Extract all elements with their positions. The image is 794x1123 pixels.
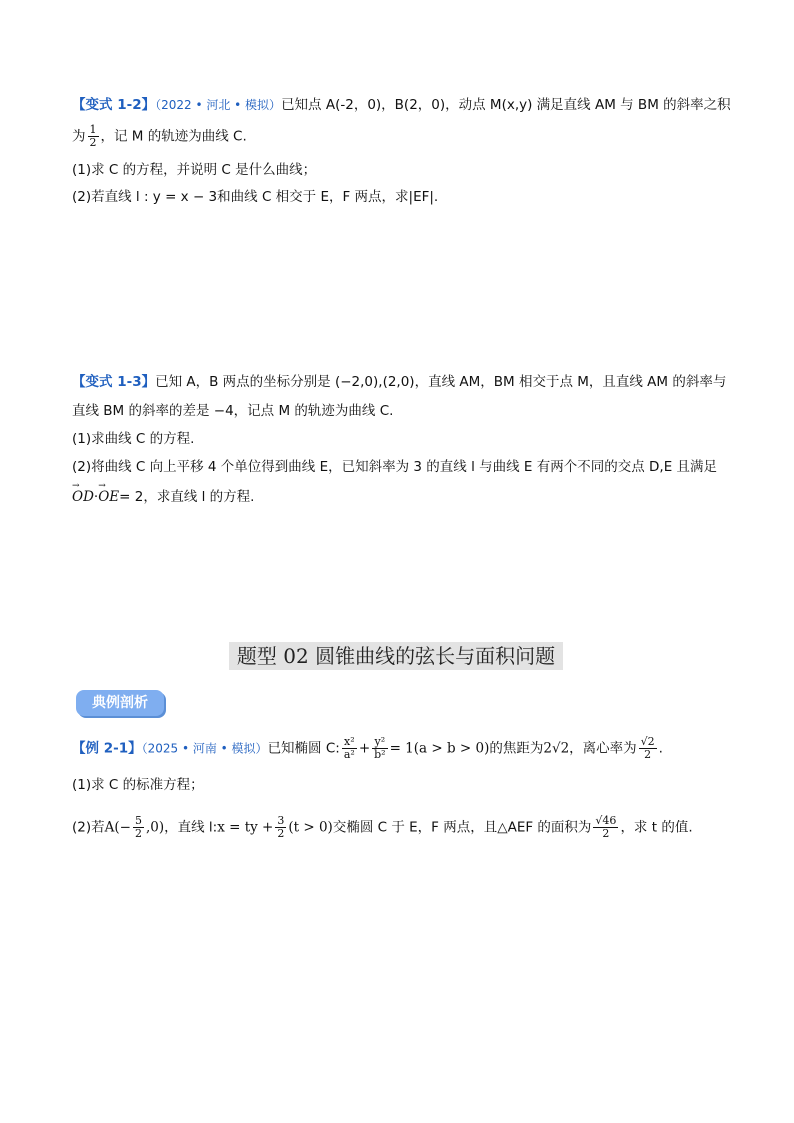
e21-q2-mid: ，直线 l: [164, 819, 218, 836]
v13-q1: (1)求曲线 C 的方程. [72, 431, 195, 447]
v12-fraction [88, 124, 99, 149]
e21-source: （2025 • 河南 • 模拟） [141, 741, 268, 756]
e21-pre: 已知椭圆 C: [267, 740, 340, 757]
fraction-a [133, 815, 144, 840]
frac-den: a² [343, 748, 355, 761]
v12-tag: 【变式 1-2】 [72, 97, 156, 113]
v12-q1: (1)求 C 的方程，并说明 C 是什么曲线； [72, 162, 317, 178]
frac-den: b² [374, 748, 386, 761]
e21-end: . [658, 740, 663, 757]
e21-q2-pre: (2)若 [72, 819, 105, 836]
e21-line1 [72, 736, 663, 761]
v12-text2-post: ，记 M 的轨迹为曲线 C. [100, 128, 247, 145]
v13-line2: 直线 BM 的斜率的差是 −4，记点 M 的轨迹为曲线 C. [72, 403, 394, 419]
fraction-ecc [639, 736, 657, 761]
v13-q2b-rest: = 2，求直线 l 的方程. [119, 489, 255, 505]
example-badge: 典例剖析 [76, 690, 164, 716]
frac-num: 1 [89, 123, 97, 136]
ellipse-eq: = 1(a > b > 0) [389, 740, 490, 757]
frac-den: 2 [644, 748, 652, 761]
v13-q2: (2)将曲线 C 向上平移 4 个单位得到曲线 E，已知斜率为 3 的直线 l 与曲线 E 有两个不同的交点 D,E 且满足 [72, 459, 718, 475]
line-eq: x = ty + [217, 819, 274, 836]
v13-tag: 【变式 1-3】 [72, 374, 156, 390]
frac-num: √46 [595, 814, 617, 827]
v12-line2 [72, 124, 247, 149]
frac-num: √2 [640, 735, 655, 748]
point-a-pre: A(− [104, 819, 131, 836]
e21-ecc-pre: ，离心率为 [569, 740, 637, 757]
fraction-y [372, 736, 387, 761]
e21-mid: 的焦距为 [489, 740, 544, 757]
fraction-x [342, 736, 357, 761]
frac-den: 2 [602, 827, 610, 840]
vector-od: → OD [72, 487, 94, 507]
e21-q2 [72, 815, 693, 840]
v12-text2-pre: 为 [72, 128, 86, 145]
frac-num: 5 [134, 814, 142, 827]
frac-den: 2 [277, 827, 285, 840]
fraction-l [275, 815, 286, 840]
fraction-area [593, 815, 618, 840]
v12-text1: 已知点 A(-2，0)，B(2，0)，动点 M(x,y) 满足直线 AM 与 BM 的斜率之积 [281, 97, 731, 113]
e21-q2-mid2: 交椭圆 C 于 E，F 两点，且△AEF 的面积为 [332, 819, 592, 836]
v12-source: （2022 • 河北 • 模拟） [155, 98, 282, 112]
frac-num: x² [342, 736, 357, 749]
plus-op: + [358, 740, 371, 757]
point-a-post: ,0) [145, 819, 165, 836]
vector-oe: → OE [98, 487, 119, 507]
focal-length: 2√2 [543, 740, 570, 757]
e21-q1: (1)求 C 的标准方程； [72, 777, 204, 793]
line-cond: (t > 0) [288, 819, 333, 836]
frac-den: 2 [89, 136, 97, 149]
v12-line1 [72, 95, 731, 115]
dot-op: · [93, 489, 99, 505]
v13-line1 [72, 372, 726, 392]
e21-q2-end: ，求 t 的值. [620, 819, 693, 836]
v12-q2: (2)若直线 l : y = x − 3和曲线 C 相交于 E，F 两点，求|EF|. [72, 189, 439, 205]
v13-q2b [72, 487, 254, 507]
frac-num: y² [372, 736, 387, 749]
e21-tag: 【例 2-1】 [72, 740, 142, 757]
frac-num: 3 [277, 814, 285, 827]
frac-den: 2 [134, 827, 142, 840]
section-heading: 题型 02 圆锥曲线的弦长与面积问题 [229, 642, 563, 670]
v13-text1: 已知 A，B 两点的坐标分别是 (−2,0),(2,0)，直线 AM，BM 相交于点 M，且直线 AM 的斜率与 [155, 374, 727, 390]
